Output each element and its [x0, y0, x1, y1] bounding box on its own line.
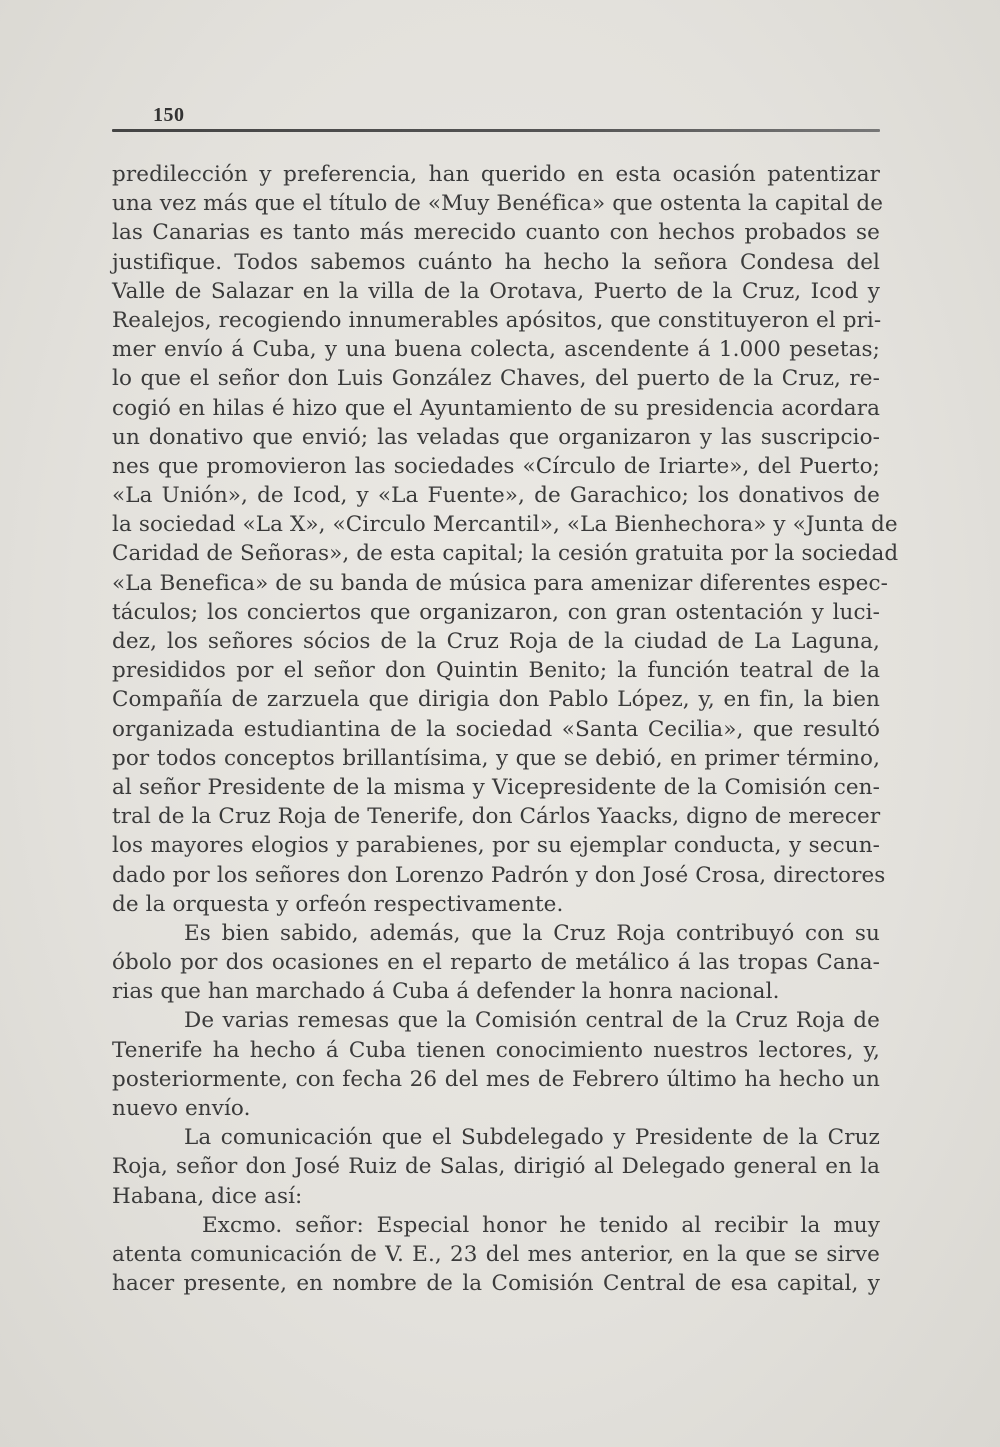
text-line: Es bien sabido, además, que la Cruz Roja contribuyó con su [184, 920, 880, 946]
text-line: Valle de Salazar en la villa de la Orotava, Puerto de la Cruz, Icod y [112, 278, 880, 304]
text-line: «La Unión», de Icod, y «La Fuente», de Garachico; los donativos de [112, 483, 880, 509]
text-line: Caridad de Señoras», de esta capital; la cesión gratuita por la sociedad [112, 541, 899, 567]
text-line: lo que el señor don Luis González Chaves, del puerto de la Cruz, re- [112, 366, 880, 392]
text-line: tral de la Cruz Roja de Tenerife, don Cárlos Yaacks, digno de merecer [112, 804, 881, 830]
page-number: 150 [153, 104, 185, 126]
text-line: Realejos, recogiendo innumerables apósitos, que constituyeron el pri- [112, 307, 882, 333]
text-line: Habana, dice así: [112, 1183, 303, 1209]
text-line: predilección y preferencia, han querido en esta ocasión patentizar [112, 162, 880, 187]
text-line: las Canarias es tanto más merecido cuanto con hechos probados se [112, 220, 880, 246]
text-line: organizada estudiantina de la sociedad «Santa Cecilia», que resultó [112, 716, 880, 742]
header-rule [112, 129, 880, 132]
text-line: La comunicación que el Subdelegado y Presidente de la Cruz [184, 1125, 880, 1151]
text-line: mer envío á Cuba, y una buena colecta, ascendente á 1.000 pesetas; [112, 337, 880, 363]
text-line: De varias remesas que la Comisión central de la Cruz Roja de [184, 1008, 880, 1034]
text-line: una vez más que el título de «Muy Benéfica» que ostenta la capital de [112, 191, 884, 217]
text-line: Compañía de zarzuela que dirigia don Pablo López, y, en fin, la bien [112, 687, 880, 713]
text-line: al señor Presidente de la misma y Vicepresidente de la Comisión cen- [112, 774, 880, 800]
text-line: «La Benefica» de su banda de música para amenizar diferentes espec- [112, 570, 888, 596]
text-line: dado por los señores don Lorenzo Padrón y don José Crosa, directores [112, 862, 886, 888]
text-line: justifique. Todos sabemos cuánto ha hecho la señora Condesa del [112, 249, 880, 275]
text-line: posteriormente, con fecha 26 del mes de Febrero último ha hecho un [112, 1066, 880, 1092]
text-line: hacer presente, en nombre de la Comisión Central de esa capital, y [112, 1271, 880, 1297]
text-line: dez, los señores sócios de la Cruz Roja de la ciudad de La Laguna, [112, 629, 880, 654]
text-line: Excmo. señor: Especial honor he tenido al recibir la muy [202, 1212, 880, 1238]
text-line: óbolo por dos ocasiones en el reparto de metálico á las tropas Cana- [112, 950, 880, 976]
text-line: rias que han marchado á Cuba á defender la honra nacional. [112, 979, 780, 1005]
text-line: por todos conceptos brillantísima, y que se debió, en primer término, [112, 745, 880, 771]
text-line: los mayores elogios y parabienes, por su ejemplar conducta, y secun- [112, 833, 880, 859]
text-line: táculos; los conciertos que organizaron, con gran ostentación y luci- [112, 599, 880, 625]
text-line: Tenerife ha hecho á Cuba tienen conocimiento nuestros lectores, y, [112, 1037, 880, 1063]
text-line: Roja, señor don José Ruiz de Salas, dirigió al Delegado general en la [112, 1154, 880, 1180]
text-line: atenta comunicación de V. E., 23 del mes anterior, en la que se sirve [112, 1241, 880, 1267]
text-line: cogió en hilas é hizo que el Ayuntamiento de su presidencia acordara [112, 395, 880, 421]
text-line: de la orquesta y orfeón respectivamente. [112, 891, 564, 917]
text-line: un donativo que envió; las veladas que organizaron y las suscripcio- [112, 424, 880, 450]
text-line: presididos por el señor don Quintin Benito; la función teatral de la [112, 658, 880, 684]
body-text [112, 160, 899, 1298]
text-line: la sociedad «La X», «Circulo Mercantil», «La Bienhechora» y «Junta de [112, 512, 898, 538]
text-line: nuevo envío. [112, 1096, 251, 1121]
text-line: nes que promovieron las sociedades «Círculo de Iriarte», del Puerto; [112, 453, 880, 479]
